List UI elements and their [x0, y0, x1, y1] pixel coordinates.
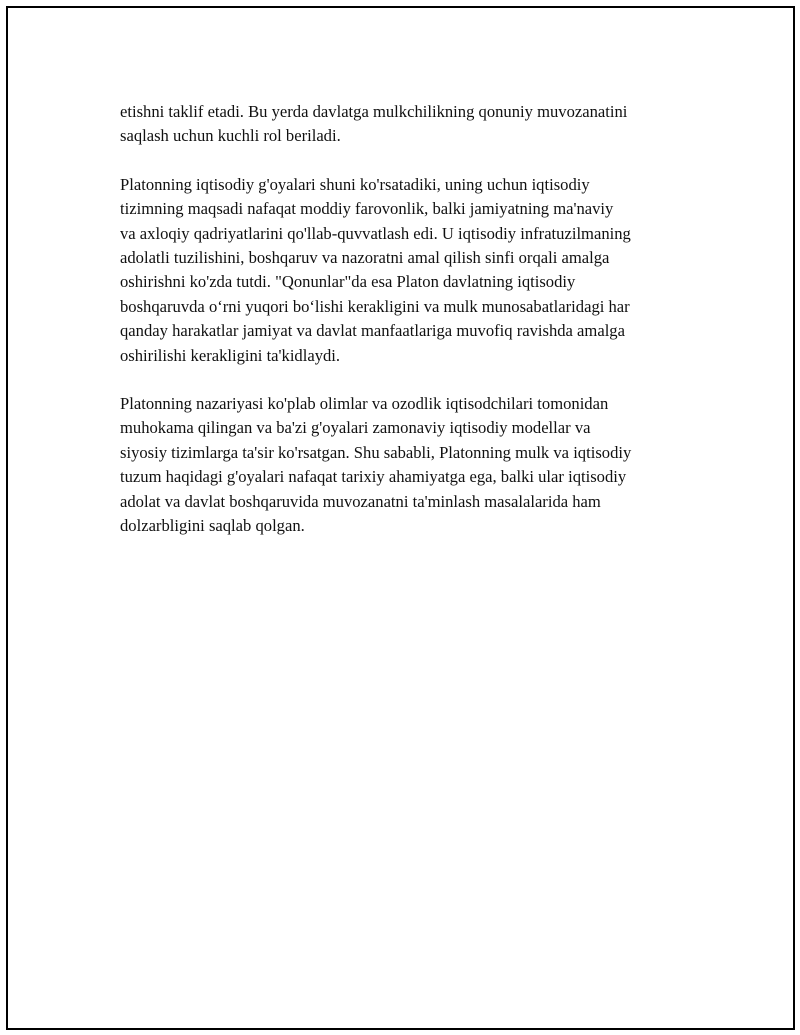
document-body	[120, 100, 710, 563]
text-line: saqlash uchun kuchli rol beriladi.	[120, 126, 341, 146]
text-line: tizimning maqsadi nafaqat moddiy farovonlik, balki jamiyatning ma'naviy	[120, 199, 614, 219]
text-line: adolat va davlat boshqaruvida muvozanatni ta'minlash masalalarida ham	[120, 491, 601, 511]
text-line: va axloqiy qadriyatlarini qo'llab-quvvatlash edi. U iqtisodiy infratuzilmaning	[120, 223, 631, 243]
text-line: adolatli tuzilishini, boshqaruv va nazoratni amal qilish sinfi orqali amalga	[120, 248, 610, 268]
text-line: Platonning iqtisodiy g'oyalari shuni ko'rsatadiki, uning uchun iqtisodiy	[120, 174, 590, 194]
text-line: muhokama qilingan va ba'zi g'oyalari zamonaviy iqtisodiy modellar va	[120, 418, 591, 438]
page-frame	[6, 6, 795, 1030]
paragraph-3	[120, 392, 710, 538]
text-line: oshirilishi kerakligini ta'kidlaydi.	[120, 345, 341, 365]
text-line: tuzum haqidagi g'oyalari nafaqat tarixiy ahamiyatga ega, balki ular iqtisodiy	[120, 467, 627, 487]
text-line: etishni taklif etadi. Bu yerda davlatga mulkchilikning qonuniy muvozanatini	[120, 102, 628, 121]
text-line: siyosiy tizimlarga ta'sir ko'rsatgan. Shu sababli, Platonning mulk va iqtisodiy	[120, 442, 632, 462]
paragraph-1	[120, 100, 710, 149]
text-line: boshqaruvda o‘rni yuqori bo‘lishi kerakligini va mulk munosabatlaridagi har	[120, 296, 630, 316]
paragraph-2	[120, 173, 710, 368]
text-line: dolzarbligini saqlab qolgan.	[120, 516, 305, 536]
text-line: qanday harakatlar jamiyat va davlat manfaatlariga muvofiq ravishda amalga	[120, 321, 625, 341]
text-line: oshirishni ko'zda tutdi. "Qonunlar"da esa Platon davlatning iqtisodiy	[120, 272, 576, 292]
text-line: Platonning nazariyasi ko'plab olimlar va ozodlik iqtisodchilari tomonidan	[120, 394, 609, 414]
